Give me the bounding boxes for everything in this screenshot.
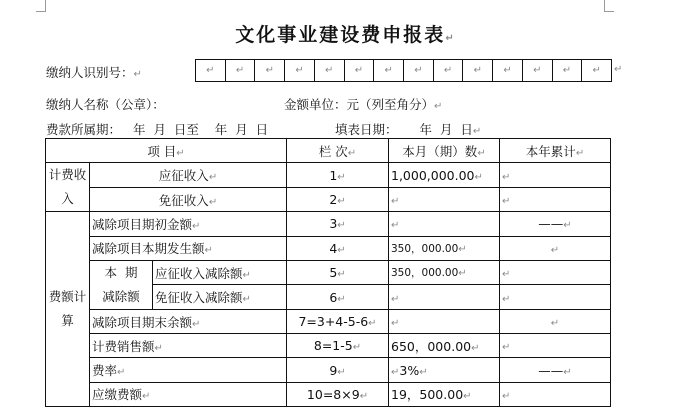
row-current: ↵3%↵ <box>389 358 500 382</box>
row-current: 1,000,000.00↵ <box>389 163 500 188</box>
row-year: ↵ <box>500 334 611 358</box>
row-item: 免征收入减除额↵ <box>153 285 287 310</box>
fee-declaration-table <box>45 138 611 407</box>
row-current: 350，000.00↵ <box>389 236 500 260</box>
row-current: ↵ <box>389 285 500 310</box>
document-title-text: 文化事业建设费申报表 <box>235 24 446 46</box>
row-current: ↵ <box>389 187 500 212</box>
row-col-no: 5↵ <box>287 260 389 285</box>
row-col-no: 7=3+4-5-6↵ <box>287 309 389 333</box>
paragraph-mark: ↵ <box>206 65 215 76</box>
table-row <box>46 382 611 406</box>
taxpayer-id-line <box>46 63 142 81</box>
taxpayer-id-cell[interactable] <box>285 60 315 81</box>
document-title <box>0 20 691 47</box>
paragraph-mark: ↵ <box>434 101 443 112</box>
taxpayer-id-cell[interactable] <box>404 60 434 81</box>
header-current-period: 本月（期）数↵ <box>389 139 500 163</box>
paragraph-mark: ↵ <box>354 65 364 76</box>
row-item: 费率↵ <box>90 358 287 382</box>
taxpayer-name-line <box>46 95 165 113</box>
paragraph-mark: ↵ <box>235 65 245 76</box>
taxpayer-id-boxes <box>195 59 612 82</box>
row-item: 减除项目期初金额↵ <box>90 212 287 236</box>
paragraph-mark: ↵ <box>473 65 483 76</box>
row-item: 计费销售额↵ <box>90 334 287 358</box>
table-row <box>46 236 611 260</box>
row-item: 应征收入↵ <box>90 163 287 188</box>
row-col-no: 6↵ <box>287 285 389 310</box>
row-col-no: 9↵ <box>287 358 389 382</box>
row-current: 19，500.00↵ <box>389 382 500 406</box>
row-item: 减除项目本期发生额↵ <box>90 236 287 260</box>
fill-date-line <box>335 120 481 138</box>
paragraph-mark: ↵ <box>614 64 623 75</box>
period-label: 费款所属期： <box>46 122 122 137</box>
paragraph-mark: ↵ <box>414 65 423 76</box>
row-year: ↵ <box>500 260 611 285</box>
paragraph-mark: ↵ <box>295 65 304 76</box>
row-col-no: 2↵ <box>287 187 389 212</box>
paragraph-mark: ↵ <box>265 65 274 76</box>
header-item: 项 目↵ <box>46 139 287 163</box>
row-year: ↵ <box>500 163 611 188</box>
row-item: 免征收入↵ <box>90 187 287 212</box>
amount-unit-line <box>284 95 442 113</box>
fill-date-label: 填表日期： <box>335 122 398 137</box>
paragraph-mark: ↵ <box>562 65 572 76</box>
row-year: ↵ <box>500 236 611 260</box>
group-fee-income: 计费收入 <box>46 163 90 212</box>
table-row <box>46 212 611 236</box>
row-col-no: 3↵ <box>287 212 389 236</box>
paragraph-mark: ↵ <box>533 65 542 76</box>
row-year: ——↵ <box>500 358 611 382</box>
table-row <box>46 260 611 285</box>
row-current: ↵ <box>389 212 500 236</box>
taxpayer-id-cell[interactable] <box>196 60 226 81</box>
taxpayer-id-cell[interactable] <box>374 60 404 81</box>
row-current: 350，000.00↵ <box>389 260 500 285</box>
row-current: 650，000.00↵ <box>389 334 500 358</box>
row-col-no: 4↵ <box>287 236 389 260</box>
header-column-no: 栏 次↵ <box>287 139 389 163</box>
amount-unit: 金额单位：元（列至角分） <box>284 97 435 112</box>
table-row <box>46 309 611 333</box>
taxpayer-id-cell[interactable] <box>434 60 464 81</box>
row-year: ↵ <box>500 285 611 310</box>
crop-mark-top-left <box>36 0 46 12</box>
paragraph-mark: ↵ <box>592 65 601 76</box>
taxpayer-id-cell[interactable] <box>582 60 611 81</box>
table-row <box>46 187 611 212</box>
paragraph-mark: ↵ <box>445 33 456 44</box>
table-row <box>46 358 611 382</box>
taxpayer-id-cell[interactable] <box>553 60 583 81</box>
group-fee-calc: 费额计算 <box>46 212 90 407</box>
taxpayer-id-cell[interactable] <box>523 60 553 81</box>
row-item: 应缴费额↵ <box>90 382 287 406</box>
period-value: 年 月 日至 年 月 日 <box>133 122 269 137</box>
row-item: 应征收入减除额↵ <box>153 260 287 285</box>
row-current: ↵ <box>389 309 500 333</box>
deduction-current-group: 本 期 减除额 <box>90 260 153 309</box>
paragraph-mark: ↵ <box>384 65 393 76</box>
taxpayer-id-cell[interactable] <box>345 60 375 81</box>
taxpayer-id-cell[interactable] <box>226 60 256 81</box>
period-line <box>46 120 268 138</box>
row-col-no: 1↵ <box>287 163 389 188</box>
taxpayer-id-cell[interactable] <box>463 60 493 81</box>
taxpayer-id-cell[interactable] <box>315 60 345 81</box>
taxpayer-id-cell[interactable] <box>255 60 285 81</box>
taxpayer-id-cell[interactable] <box>493 60 523 81</box>
paragraph-mark: ↵ <box>503 65 512 76</box>
row-item: 减除项目期末余额↵ <box>90 309 287 333</box>
taxpayer-id-label: 缴纳人识别号： <box>46 65 134 80</box>
taxpayer-name-label: 缴纳人名称（公章）： <box>46 97 165 112</box>
table-header-row <box>46 139 611 163</box>
paragraph-mark: ↵ <box>443 65 453 76</box>
paragraph-mark: ↵ <box>472 126 482 137</box>
fill-date-value: 年 月 日 <box>419 122 473 137</box>
paragraph-mark: ↵ <box>325 65 334 76</box>
row-year: ↵ <box>500 309 611 333</box>
row-year: ↵ <box>500 382 611 406</box>
header-year-total: 本年累计↵ <box>500 139 611 163</box>
row-year: ——↵ <box>500 212 611 236</box>
crop-mark-top-right <box>604 0 614 12</box>
table-row <box>46 163 611 188</box>
row-year: ↵ <box>500 187 611 212</box>
row-col-no: 8=1-5↵ <box>287 334 389 358</box>
paragraph-mark: ↵ <box>133 69 142 80</box>
table-row <box>46 334 611 358</box>
row-col-no: 10=8×9↵ <box>287 382 389 406</box>
